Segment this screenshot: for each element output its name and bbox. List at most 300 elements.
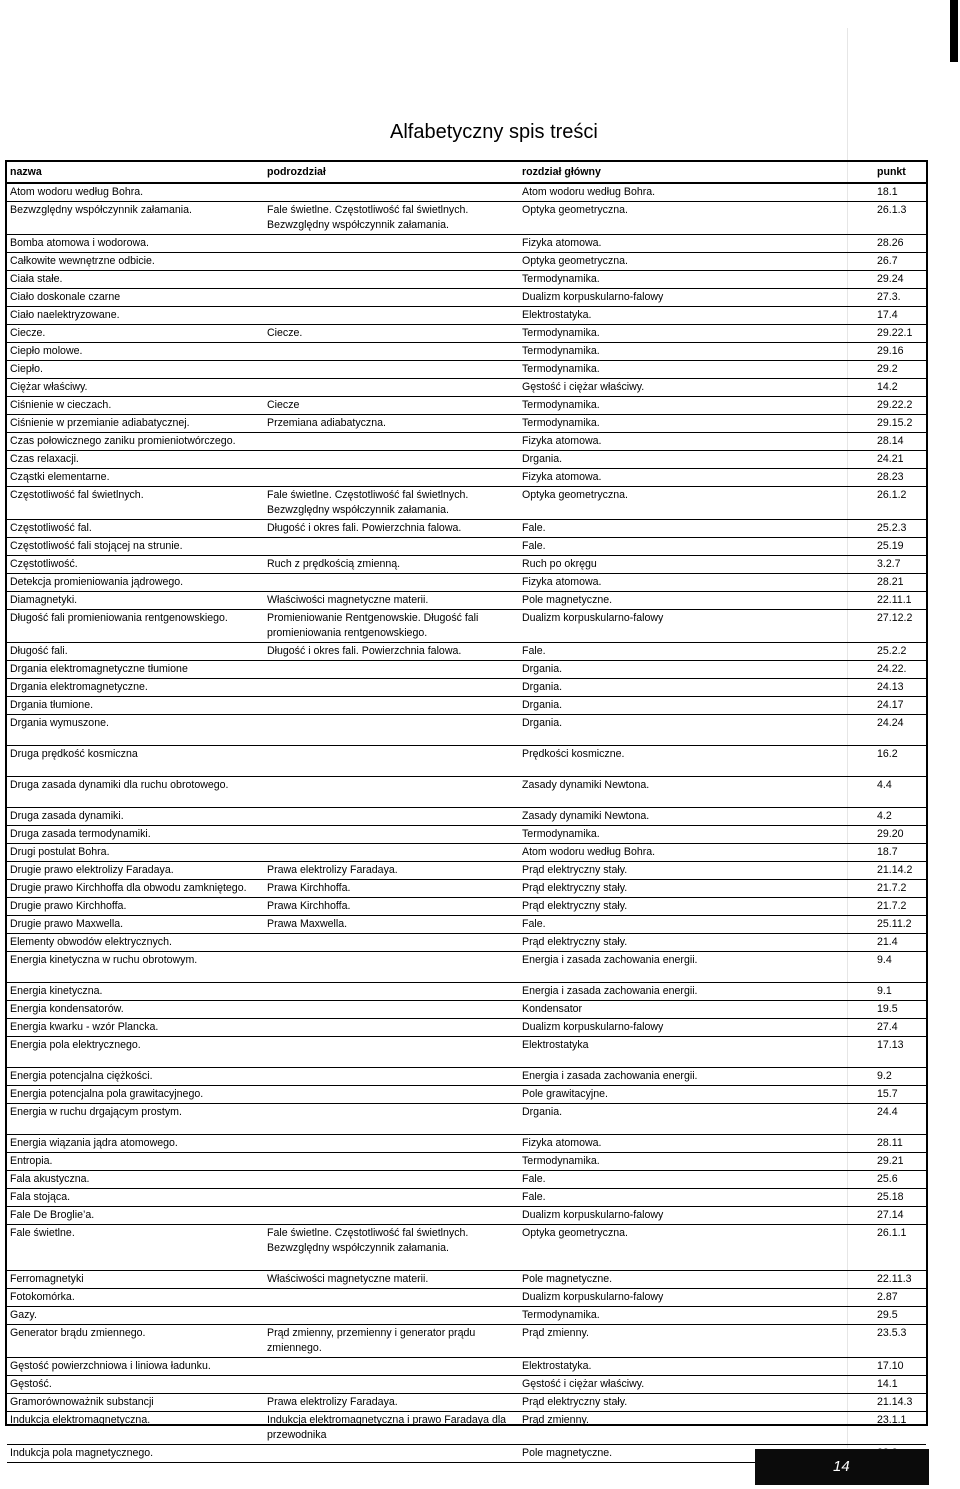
cell-punkt: 24.21 [874, 451, 926, 469]
cell-nazwa: Drugie prawo elektrolizy Faradaya. [7, 862, 264, 880]
cell-nazwa: Energia kinetyczna w ruchu obrotowym. [7, 952, 264, 983]
cell-nazwa: Energia kwarku - wzór Plancka. [7, 1019, 264, 1037]
page-number-box [755, 1449, 929, 1485]
cell-rozdzial: Drgania. [519, 697, 874, 715]
cell-punkt: 4.4 [874, 777, 926, 808]
table-row [7, 983, 926, 1001]
cell-nazwa: Ciężar właściwy. [7, 379, 264, 397]
cell-rozdzial: Fizyka atomowa. [519, 433, 874, 451]
table-row [7, 746, 926, 777]
cell-rozdzial: Fale. [519, 916, 874, 934]
cell-punkt: 21.7.2 [874, 880, 926, 898]
cell-punkt: 29.24 [874, 271, 926, 289]
cell-rozdzial: Fale. [519, 1171, 874, 1189]
cell-punkt: 3.2.7 [874, 556, 926, 574]
cell-rozdzial: Pole magnetyczne. [519, 592, 874, 610]
cell-podrozdzial [264, 952, 519, 983]
table-row [7, 661, 926, 679]
cell-punkt: 25.19 [874, 538, 926, 556]
cell-podrozdzial [264, 469, 519, 487]
cell-podrozdzial [264, 538, 519, 556]
cell-podrozdzial: Prawa elektrolizy Faradaya. [264, 862, 519, 880]
cell-nazwa: Częstotliwość. [7, 556, 264, 574]
table-row [7, 1225, 926, 1271]
cell-nazwa: Ciśnienie w cieczach. [7, 397, 264, 415]
cell-punkt: 27.12.2 [874, 610, 926, 643]
cell-nazwa: Druga zasada dynamiki. [7, 808, 264, 826]
cell-podrozdzial [264, 934, 519, 952]
cell-punkt: 27.4 [874, 1019, 926, 1037]
table-row [7, 808, 926, 826]
cell-nazwa: Druga prędkość kosmiczna [7, 746, 264, 777]
cell-rozdzial: Termodynamika. [519, 361, 874, 379]
cell-punkt: 29.2 [874, 361, 926, 379]
cell-nazwa: Drugi postulat Bohra. [7, 844, 264, 862]
cell-rozdzial: Termodynamika. [519, 415, 874, 433]
cell-nazwa: Ciepło. [7, 361, 264, 379]
cell-punkt: 29.22.1 [874, 325, 926, 343]
cell-nazwa: Ferromagnetyki [7, 1271, 264, 1289]
cell-podrozdzial [264, 1153, 519, 1171]
cell-podrozdzial [264, 1068, 519, 1086]
table-row [7, 397, 926, 415]
cell-nazwa: Generator brądu zmiennego. [7, 1325, 264, 1358]
table-row [7, 1376, 926, 1394]
cell-punkt: 17.4 [874, 307, 926, 325]
cell-podrozdzial [264, 361, 519, 379]
cell-punkt: 25.18 [874, 1189, 926, 1207]
cell-podrozdzial: Promieniowanie Rentgenowskie. Długość fali promieniowania rentgenowskiego. [264, 610, 519, 643]
cell-punkt: 29.16 [874, 343, 926, 361]
table-row [7, 777, 926, 808]
cell-rozdzial: Drgania. [519, 679, 874, 697]
table-row [7, 1037, 926, 1068]
table-row [7, 715, 926, 746]
table-row [7, 520, 926, 538]
page-title: Alfabetyczny spis treści [390, 121, 598, 143]
cell-nazwa: Fala stojąca. [7, 1189, 264, 1207]
cell-rozdzial: Termodynamika. [519, 325, 874, 343]
cell-rozdzial: Dualizm korpuskularno-falowy [519, 610, 874, 643]
table-row [7, 271, 926, 289]
table-row [7, 325, 926, 343]
cell-nazwa: Fale świetlne. [7, 1225, 264, 1271]
table-row [7, 451, 926, 469]
table-row [7, 1325, 926, 1358]
cell-podrozdzial [264, 679, 519, 697]
cell-nazwa: Fale De Broglie’a. [7, 1207, 264, 1225]
cell-punkt: 28.21 [874, 574, 926, 592]
cell-podrozdzial [264, 343, 519, 361]
cell-nazwa: Energia potencjalna pola grawitacyjnego. [7, 1086, 264, 1104]
cell-podrozdzial: Prawa Kirchhoffa. [264, 880, 519, 898]
table-row [7, 1207, 926, 1225]
cell-rozdzial: Termodynamika. [519, 1153, 874, 1171]
table-row [7, 1019, 926, 1037]
cell-podrozdzial: Długość i okres fali. Powierzchnia falowa. [264, 643, 519, 661]
cell-punkt: 28.11 [874, 1135, 926, 1153]
table-row [7, 1068, 926, 1086]
cell-rozdzial: Drgania. [519, 661, 874, 679]
cell-punkt: 16.2 [874, 746, 926, 777]
cell-podrozdzial: Właściwości magnetyczne materii. [264, 1271, 519, 1289]
table-row [7, 307, 926, 325]
cell-podrozdzial [264, 1189, 519, 1207]
cell-podrozdzial [264, 1207, 519, 1225]
cell-rozdzial: Fizyka atomowa. [519, 574, 874, 592]
table-row [7, 1271, 926, 1289]
cell-podrozdzial [264, 661, 519, 679]
cell-rozdzial: Prąd elektryczny stały. [519, 880, 874, 898]
cell-punkt: 23.5.3 [874, 1325, 926, 1358]
cell-podrozdzial: Długość i okres fali. Powierzchnia falowa. [264, 520, 519, 538]
cell-punkt: 9.1 [874, 983, 926, 1001]
cell-rozdzial: Prąd elektryczny stały. [519, 1394, 874, 1412]
table-row [7, 1412, 926, 1445]
table-row [7, 952, 926, 983]
cell-nazwa: Drugie prawo Kirchhoffa. [7, 898, 264, 916]
table-row [7, 898, 926, 916]
header-podrozdzial: podrozdział [264, 162, 519, 183]
cell-podrozdzial [264, 574, 519, 592]
cell-punkt: 29.20 [874, 826, 926, 844]
cell-rozdzial: Optyka geometryczna. [519, 1225, 874, 1271]
table-row [7, 826, 926, 844]
cell-podrozdzial: Ruch z prędkością zmienną. [264, 556, 519, 574]
cell-nazwa: Gęstość. [7, 1376, 264, 1394]
cell-rozdzial: Fale. [519, 520, 874, 538]
cell-rozdzial: Fale. [519, 643, 874, 661]
cell-rozdzial: Fizyka atomowa. [519, 469, 874, 487]
table-row [7, 934, 926, 952]
cell-punkt: 9.4 [874, 952, 926, 983]
table-row [7, 469, 926, 487]
cell-podrozdzial [264, 289, 519, 307]
cell-nazwa: Ciała stałe. [7, 271, 264, 289]
cell-nazwa: Drgania tłumione. [7, 697, 264, 715]
cell-nazwa: Fotokomórka. [7, 1289, 264, 1307]
cell-nazwa: Diamagnetyki. [7, 592, 264, 610]
cell-podrozdzial [264, 235, 519, 253]
cell-punkt: 23.1.1 [874, 1412, 926, 1445]
cell-punkt: 21.7.2 [874, 898, 926, 916]
cell-nazwa: Ciepło molowe. [7, 343, 264, 361]
cell-nazwa: Drgania elektromagnetyczne tłumione [7, 661, 264, 679]
header-nazwa: nazwa [7, 162, 264, 183]
cell-punkt: 24.4 [874, 1104, 926, 1135]
cell-punkt: 14.2 [874, 379, 926, 397]
cell-rozdzial: Pole magnetyczne. [519, 1271, 874, 1289]
cell-nazwa: Energia w ruchu drgającym prostym. [7, 1104, 264, 1135]
cell-rozdzial: Dualizm korpuskularno-falowy [519, 1019, 874, 1037]
cell-podrozdzial [264, 1171, 519, 1189]
cell-punkt: 25.6 [874, 1171, 926, 1189]
cell-podrozdzial: Ciecze [264, 397, 519, 415]
cell-podrozdzial [264, 746, 519, 777]
cell-podrozdzial [264, 1376, 519, 1394]
cell-nazwa: Czas połowicznego zaniku promieniotwórczego. [7, 433, 264, 451]
cell-nazwa: Indukcja pola magnetycznego. [7, 1445, 264, 1463]
cell-punkt: 27.3. [874, 289, 926, 307]
cell-nazwa: Indukcja elektromagnetyczna. [7, 1412, 264, 1445]
table-row [7, 697, 926, 715]
table-row [7, 916, 926, 934]
table-row [7, 574, 926, 592]
cell-punkt: 25.11.2 [874, 916, 926, 934]
cell-punkt: 14.1 [874, 1376, 926, 1394]
cell-podrozdzial [264, 1104, 519, 1135]
cell-podrozdzial [264, 808, 519, 826]
cell-rozdzial: Drgania. [519, 1104, 874, 1135]
cell-podrozdzial: Właściwości magnetyczne materii. [264, 592, 519, 610]
cell-rozdzial: Energia i zasada zachowania energii. [519, 983, 874, 1001]
cell-podrozdzial [264, 1086, 519, 1104]
cell-podrozdzial [264, 1019, 519, 1037]
cell-punkt: 18.7 [874, 844, 926, 862]
cell-punkt: 29.22.2 [874, 397, 926, 415]
cell-nazwa: Długość fali promieniowania rentgenowskiego. [7, 610, 264, 643]
cell-rozdzial: Optyka geometryczna. [519, 202, 874, 235]
cell-podrozdzial [264, 826, 519, 844]
table-row [7, 844, 926, 862]
table-row [7, 1104, 926, 1135]
table-row [7, 880, 926, 898]
cell-podrozdzial [264, 433, 519, 451]
cell-punkt: 9.2 [874, 1068, 926, 1086]
cell-rozdzial: Energia i zasada zachowania energii. [519, 952, 874, 983]
cell-punkt: 17.10 [874, 1358, 926, 1376]
header-rozdzial: rozdział główny [519, 162, 874, 183]
cell-punkt: 4.2 [874, 808, 926, 826]
cell-punkt: 17.13 [874, 1037, 926, 1068]
cell-nazwa: Elementy obwodów elektrycznych. [7, 934, 264, 952]
cell-nazwa: Entropia. [7, 1153, 264, 1171]
cell-podrozdzial: Prawa Kirchhoffa. [264, 898, 519, 916]
table-row [7, 1135, 926, 1153]
cell-podrozdzial [264, 307, 519, 325]
cell-punkt: 24.24 [874, 715, 926, 746]
cell-podrozdzial [264, 844, 519, 862]
cell-nazwa: Drugie prawo Maxwella. [7, 916, 264, 934]
cell-rozdzial: Gęstość i ciężar właściwy. [519, 379, 874, 397]
table-row [7, 1086, 926, 1104]
cell-nazwa: Cząstki elementarne. [7, 469, 264, 487]
cell-nazwa: Atom wodoru według Bohra. [7, 183, 264, 202]
cell-podrozdzial: Fale świetlne. Częstotliwość fal świetlnych. Bezwzględny współczynnik załamania. [264, 487, 519, 520]
cell-podrozdzial [264, 983, 519, 1001]
table-row [7, 235, 926, 253]
cell-rozdzial: Pole magnetyczne. [519, 1445, 874, 1463]
cell-nazwa: Druga zasada termodynamiki. [7, 826, 264, 844]
cell-punkt: 29.5 [874, 1307, 926, 1325]
cell-punkt: 26.1.2 [874, 487, 926, 520]
cell-podrozdzial: Fale świetlne. Częstotliwość fal świetlnych. Bezwzględny współczynnik załamania. [264, 1225, 519, 1271]
index-table [7, 162, 926, 1463]
cell-rozdzial: Atom wodoru według Bohra. [519, 844, 874, 862]
cell-rozdzial: Zasady dynamiki Newtona. [519, 777, 874, 808]
cell-nazwa: Częstotliwość fal świetlnych. [7, 487, 264, 520]
cell-rozdzial: Dualizm korpuskularno-falowy [519, 1207, 874, 1225]
cell-punkt: 28.14 [874, 433, 926, 451]
cell-punkt: 21.4 [874, 934, 926, 952]
cell-nazwa: Ciało doskonale czarne [7, 289, 264, 307]
cell-punkt: 29.21 [874, 1153, 926, 1171]
cell-rozdzial: Elektrostatyka. [519, 1358, 874, 1376]
table-row [7, 1358, 926, 1376]
table-row [7, 253, 926, 271]
cell-rozdzial: Prąd zmienny. [519, 1412, 874, 1445]
cell-rozdzial: Prąd elektryczny stały. [519, 934, 874, 952]
cell-podrozdzial [264, 253, 519, 271]
cell-rozdzial: Prąd elektryczny stały. [519, 898, 874, 916]
table-row [7, 538, 926, 556]
cell-podrozdzial: Ciecze. [264, 325, 519, 343]
cell-punkt: 24.13 [874, 679, 926, 697]
table-row [7, 183, 926, 202]
cell-nazwa: Energia potencjalna ciężkości. [7, 1068, 264, 1086]
cell-rozdzial: Ruch po okręgu [519, 556, 874, 574]
cell-punkt: 28.26 [874, 235, 926, 253]
table-row [7, 379, 926, 397]
cell-rozdzial: Fizyka atomowa. [519, 1135, 874, 1153]
cell-rozdzial: Termodynamika. [519, 1307, 874, 1325]
cell-punkt: 24.17 [874, 697, 926, 715]
cell-nazwa: Energia kinetyczna. [7, 983, 264, 1001]
cell-nazwa: Częstotliwość fali stojącej na strunie. [7, 538, 264, 556]
cell-podrozdzial [264, 715, 519, 746]
cell-nazwa: Długość fali. [7, 643, 264, 661]
cell-nazwa: Energia pola elektrycznego. [7, 1037, 264, 1068]
table-row [7, 679, 926, 697]
cell-nazwa: Ciecze. [7, 325, 264, 343]
cell-rozdzial: Pole grawitacyjne. [519, 1086, 874, 1104]
table-row [7, 202, 926, 235]
edge-bar [950, 0, 958, 62]
cell-nazwa: Drgania wymuszone. [7, 715, 264, 746]
cell-podrozdzial [264, 697, 519, 715]
cell-rozdzial: Termodynamika. [519, 826, 874, 844]
cell-nazwa: Gazy. [7, 1307, 264, 1325]
cell-rozdzial: Zasady dynamiki Newtona. [519, 808, 874, 826]
cell-nazwa: Częstotliwość fal. [7, 520, 264, 538]
cell-punkt: 24.22. [874, 661, 926, 679]
cell-punkt: 18.1 [874, 183, 926, 202]
table-row [7, 556, 926, 574]
cell-punkt: 29.15.2 [874, 415, 926, 433]
cell-rozdzial: Elektrostatyka. [519, 307, 874, 325]
cell-rozdzial: Kondensator [519, 1001, 874, 1019]
cell-nazwa: Fala akustyczna. [7, 1171, 264, 1189]
cell-punkt: 25.2.2 [874, 643, 926, 661]
cell-rozdzial: Drgania. [519, 451, 874, 469]
header-punkt: punkt [874, 162, 926, 183]
header-row [7, 162, 926, 183]
cell-podrozdzial [264, 1135, 519, 1153]
cell-nazwa: Ciśnienie w przemianie adiabatycznej. [7, 415, 264, 433]
cell-podrozdzial [264, 1445, 519, 1463]
table-row [7, 610, 926, 643]
cell-punkt: 26.1.3 [874, 202, 926, 235]
cell-nazwa: Gramorównoważnik substancji [7, 1394, 264, 1412]
cell-rozdzial: Prąd elektryczny stały. [519, 862, 874, 880]
cell-rozdzial: Termodynamika. [519, 343, 874, 361]
cell-punkt: 19.5 [874, 1001, 926, 1019]
cell-podrozdzial: Prąd zmienny, przemienny i generator prądu zmiennego. [264, 1325, 519, 1358]
cell-podrozdzial: Prawa elektrolizy Faradaya. [264, 1394, 519, 1412]
cell-rozdzial: Energia i zasada zachowania energii. [519, 1068, 874, 1086]
cell-rozdzial: Elektrostatyka [519, 1037, 874, 1068]
cell-punkt: 2.87 [874, 1289, 926, 1307]
cell-podrozdzial [264, 271, 519, 289]
cell-punkt: 25.2.3 [874, 520, 926, 538]
cell-rozdzial: Termodynamika. [519, 397, 874, 415]
cell-rozdzial: Prąd zmienny. [519, 1325, 874, 1358]
cell-rozdzial: Prędkości kosmiczne. [519, 746, 874, 777]
cell-nazwa: Bomba atomowa i wodorowa. [7, 235, 264, 253]
table-row [7, 1289, 926, 1307]
cell-nazwa: Detekcja promieniowania jądrowego. [7, 574, 264, 592]
cell-podrozdzial: Przemiana adiabatyczna. [264, 415, 519, 433]
cell-podrozdzial [264, 379, 519, 397]
table-row [7, 1307, 926, 1325]
cell-rozdzial: Fale. [519, 538, 874, 556]
cell-punkt: 22.11.3 [874, 1271, 926, 1289]
cell-punkt: 26.7 [874, 253, 926, 271]
cell-podrozdzial [264, 1001, 519, 1019]
cell-rozdzial: Dualizm korpuskularno-falowy [519, 289, 874, 307]
cell-podrozdzial [264, 1037, 519, 1068]
cell-punkt: 26.1.1 [874, 1225, 926, 1271]
table-row [7, 1171, 926, 1189]
cell-podrozdzial: Fale świetlne. Częstotliwość fal świetlnych. Bezwzględny współczynnik załamania. [264, 202, 519, 235]
cell-nazwa: Ciało naelektryzowane. [7, 307, 264, 325]
cell-rozdzial: Optyka geometryczna. [519, 487, 874, 520]
cell-rozdzial: Gęstość i ciężar właściwy. [519, 1376, 874, 1394]
cell-podrozdzial [264, 777, 519, 808]
cell-punkt: 22.11.1 [874, 592, 926, 610]
cell-nazwa: Bezwzględny współczynnik załamania. [7, 202, 264, 235]
cell-rozdzial: Atom wodoru według Bohra. [519, 183, 874, 202]
table-row [7, 862, 926, 880]
cell-punkt: 27.14 [874, 1207, 926, 1225]
cell-rozdzial: Fizyka atomowa. [519, 235, 874, 253]
table-row [7, 643, 926, 661]
cell-podrozdzial: Indukcja elektromagnetyczna i prawo Faradaya dla przewodnika [264, 1412, 519, 1445]
cell-rozdzial: Dualizm korpuskularno-falowy [519, 1289, 874, 1307]
table-row [7, 1189, 926, 1207]
cell-podrozdzial: Prawa Maxwella. [264, 916, 519, 934]
cell-punkt: 28.23 [874, 469, 926, 487]
cell-punkt: 21.14.2 [874, 862, 926, 880]
cell-podrozdzial [264, 1307, 519, 1325]
cell-nazwa: Całkowite wewnętrzne odbicie. [7, 253, 264, 271]
table-row [7, 433, 926, 451]
cell-rozdzial: Fale. [519, 1189, 874, 1207]
cell-podrozdzial [264, 451, 519, 469]
cell-nazwa: Drugie prawo Kirchhoffa dla obwodu zamkniętego. [7, 880, 264, 898]
cell-podrozdzial [264, 1289, 519, 1307]
cell-punkt: 15.7 [874, 1086, 926, 1104]
cell-rozdzial: Termodynamika. [519, 271, 874, 289]
cell-nazwa: Energia kondensatorów. [7, 1001, 264, 1019]
table-row [7, 487, 926, 520]
table-row [7, 343, 926, 361]
table-row [7, 1394, 926, 1412]
cell-nazwa: Drgania elektromagnetyczne. [7, 679, 264, 697]
cell-rozdzial: Drgania. [519, 715, 874, 746]
table-row [7, 415, 926, 433]
cell-nazwa: Czas relaxacji. [7, 451, 264, 469]
